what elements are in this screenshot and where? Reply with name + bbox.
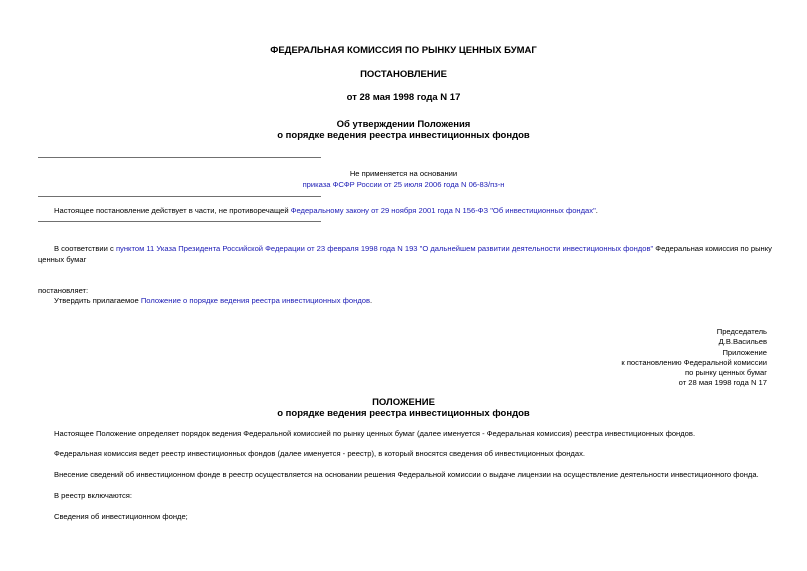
resolution-word: постановляет: (38, 286, 89, 295)
regulation-paragraph: Сведения об инвестиционном фонде; (54, 512, 188, 521)
commission-heading: ФЕДЕРАЛЬНАЯ КОМИССИЯ ПО РЫНКУ ЦЕННЫХ БУМАГ (270, 45, 537, 56)
appendix-line2: к постановлению Федеральной комиссии (621, 358, 767, 367)
presidential-decree-link[interactable]: пунктом 11 Указа Президента Российской Федерации от 23 февраля 1998 года N 193 "О дальнейшем развитии деятельности инвестиционных фондов" (115, 244, 654, 253)
approve-suffix: . (370, 296, 373, 305)
separator-rule (38, 221, 321, 222)
appendix-line4: от 28 мая 1998 года N 17 (678, 378, 767, 387)
validity-note-suffix: . (595, 206, 598, 215)
separator-rule (38, 157, 321, 158)
validity-note-prefix: Настоящее постановление действует в части, не противоречащей (54, 206, 291, 215)
regulation-subtitle: о порядке ведения реестра инвестиционных фондов (277, 408, 530, 419)
regulation-link[interactable]: Положение о порядке ведения реестра инвестиционных фондов (140, 296, 371, 305)
preamble-suffix: Федеральная комиссия по рынку ценных бумаг (38, 244, 772, 264)
document-type-heading: ПОСТАНОВЛЕНИЕ (360, 69, 447, 80)
validity-note (54, 206, 598, 216)
appendix-line3: по рынку ценных бумаг (685, 368, 767, 377)
regulation-title: ПОЛОЖЕНИЕ (372, 397, 435, 408)
document-date-number: от 28 мая 1998 года N 17 (346, 92, 461, 103)
signature-name: Д.В.Васильев (718, 337, 767, 346)
preamble-prefix: В соответствии с (54, 244, 116, 253)
preamble-paragraph (38, 243, 773, 265)
notice-order-link[interactable]: приказа ФСФР России от 25 июля 2006 года N 06-83/пз-н (302, 180, 505, 189)
document-title-line2: о порядке ведения реестра инвестиционных фондов (277, 130, 530, 141)
regulation-paragraph: Федеральная комиссия ведет реестр инвестиционных фондов (далее именуется - реестр), в который вносятся сведения об инвестиционных фондах. (54, 449, 585, 458)
separator-rule (38, 196, 321, 197)
approve-statement (54, 296, 372, 306)
regulation-paragraph: Настоящее Положение определяет порядок ведения Федеральной комиссией по рынку ценных бумаг (далее именуется - Федеральная комиссия) реестра инвестиционных фондов. (54, 429, 696, 438)
regulation-paragraph: Внесение сведений об инвестиционном фонде в реестр осуществляется на основании решения Федеральной комиссии о выдаче лицензии на осуществление деятельности инвестиционного фонда. (54, 470, 759, 479)
document-title-line1: Об утверждении Положения (336, 119, 471, 130)
approve-prefix: Утвердить прилагаемое (54, 296, 141, 305)
federal-law-link[interactable]: Федеральному закону от 29 ноября 2001 года N 156-ФЗ "Об инвестиционных фондах" (290, 206, 596, 215)
notice-text: Не применяется на основании (349, 169, 458, 178)
signature-position: Председатель (716, 327, 767, 336)
regulation-paragraph: В реестр включаются: (54, 491, 132, 500)
appendix-line1: Приложение (722, 348, 767, 357)
